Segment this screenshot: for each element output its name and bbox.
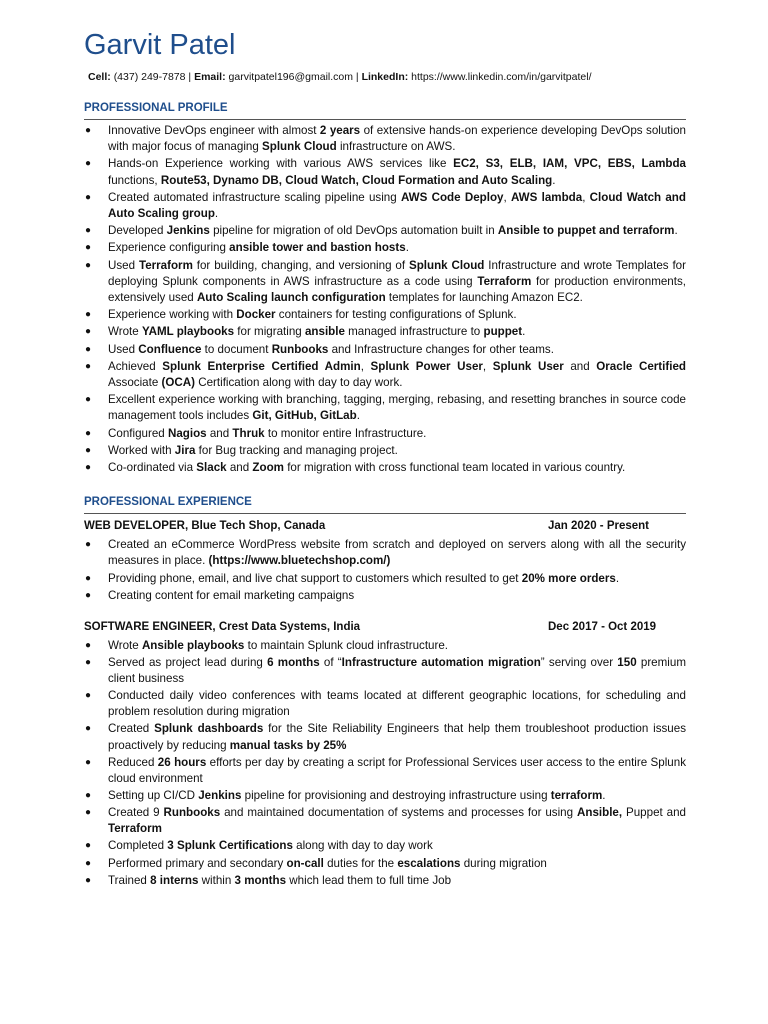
bullet-icon: ●: [85, 125, 92, 136]
email-value[interactable]: garvitpatel196@gmail.com: [228, 71, 353, 83]
job-header: [84, 513, 686, 534]
bullet-text: Used Confluence to document Runbooks and Infrastructure changes for other teams.: [108, 342, 554, 356]
job-role: WEB DEVELOPER, Blue Tech Shop, Canada: [84, 520, 326, 533]
bullet-item: [84, 240, 686, 256]
bullet-text: Performed primary and secondary on-call duties for the escalations during migration: [108, 856, 547, 870]
bullet-icon: ●: [85, 539, 92, 551]
bullet-item: [84, 571, 686, 587]
bullet-item: [84, 688, 686, 720]
experience-heading: PROFESSIONAL EXPERIENCE: [84, 496, 252, 509]
bullet-text: Wrote Ansible playbooks to maintain Splunk cloud infrastructure.: [108, 638, 449, 652]
job-dates: Dec 2017 - Oct 2019: [548, 620, 657, 633]
bullet-icon: ●: [85, 360, 92, 372]
candidate-name: Garvit Patel: [84, 29, 236, 61]
bullet-text: Innovative DevOps engineer with almost 2 years of extensive hands-on experience developing DevOps solution with major focus of managing Splunk Cloud infrastructure on AWS.: [108, 124, 686, 154]
bullet-text: Created automated infrastructure scaling pipeline using AWS Code Deploy, AWS lambda, Cloud Watch and Auto Scaling group.: [108, 190, 686, 221]
bullet-icon: ●: [85, 462, 92, 474]
bullet-icon: ●: [85, 807, 92, 819]
job-role: SOFTWARE ENGINEER, Crest Data Systems, India: [84, 620, 361, 633]
bullet-item: [84, 426, 686, 442]
bullet-text: Setting up CI/CD Jenkins pipeline for provisioning and destroying infrastructure using terraform.: [108, 789, 606, 803]
bullet-icon: ●: [85, 790, 92, 802]
separator: |: [188, 71, 192, 83]
experience-list: [84, 513, 686, 889]
bullet-item: [84, 223, 686, 239]
profile-list: [84, 123, 686, 476]
bullet-text: Achieved Splunk Enterprise Certified Admin, Splunk Power User, Splunk User and Oracle Certified Associate (OCA) Certification along with day to day work.: [108, 359, 686, 390]
bullet-icon: ●: [85, 656, 92, 668]
bullet-text: Trained 8 interns within 3 months which lead them to full time Job: [108, 873, 452, 887]
bullet-text: Developed Jenkins pipeline for migration of old DevOps automation built in Ansible to puppet and terraform.: [108, 224, 678, 238]
bullet-icon: ●: [85, 639, 92, 651]
bullet-text: Reduced 26 hours efforts per day by creating a script for Professional Services user access to the entire Splunk cloud environment: [108, 755, 687, 785]
bullet-text: Experience working with Docker containers for testing configurations of Splunk.: [108, 308, 517, 322]
bullet-item: [84, 460, 686, 476]
bullet-text: Created 9 Runbooks and maintained documentation of systems and processes for using Ansible, Puppet and Terraform: [108, 806, 686, 836]
bullet-icon: ●: [85, 326, 92, 338]
job-dates: Jan 2020 - Present: [548, 520, 650, 533]
job-bullets: [84, 537, 686, 604]
bullet-text: Configured Nagios and Thruk to monitor entire Infrastructure.: [108, 426, 427, 440]
separator: |: [355, 71, 359, 83]
bullet-item: [84, 537, 686, 569]
resume-page: [84, 26, 686, 890]
contact-line: [88, 70, 686, 84]
bullet-icon: ●: [85, 444, 92, 456]
bullet-text: Creating content for email marketing campaigns: [108, 588, 355, 602]
bullet-item: [84, 123, 686, 155]
bullet-icon: ●: [85, 572, 92, 584]
bullet-icon: ●: [85, 191, 92, 203]
bullet-icon: ●: [85, 589, 92, 601]
bullet-text: Hands-on Experience working with various AWS services like EC2, S3, ELB, IAM, VPC, EBS, Lambda functions, Route53, Dynamo DB, Cloud Watch, Cloud Formation and Auto Scaling.: [108, 157, 686, 187]
bullet-text: Conducted daily video conferences with teams located at different geographic locations, for scheduling and problem resolution during migration: [108, 689, 686, 719]
bullet-item: [84, 638, 686, 654]
bullet-icon: ●: [85, 259, 92, 271]
bullet-icon: ●: [85, 756, 92, 768]
bullet-item: [84, 307, 686, 323]
bullet-icon: ●: [85, 394, 92, 406]
bullet-item: [84, 324, 686, 340]
bullet-text: Experience configuring ansible tower and bastion hosts.: [108, 241, 409, 255]
bullet-item: [84, 342, 686, 358]
bullet-icon: ●: [85, 225, 92, 237]
bullet-item: [84, 788, 686, 804]
cell-value: (437) 249-7878: [113, 71, 186, 83]
bullet-item: [84, 588, 686, 604]
bullet-text: Co-ordinated via Slack and Zoom for migration with cross functional team located in various country.: [108, 461, 626, 475]
bullet-icon: ●: [85, 690, 92, 702]
job-bullets: [84, 638, 686, 889]
profile-heading: PROFESSIONAL PROFILE: [84, 101, 686, 120]
bullet-icon: ●: [85, 242, 92, 254]
bullet-icon: ●: [85, 840, 92, 852]
bullet-icon: ●: [85, 343, 92, 355]
bullet-icon: ●: [85, 857, 92, 869]
bullet-item: [84, 856, 686, 872]
bullet-icon: ●: [85, 874, 92, 886]
bullet-text: Used Terraform for building, changing, and versioning of Splunk Cloud Infrastructure and wrote Templates for deploying Splunk components in AWS infrastructure as a code using Terraform for production environments, extensively used Auto Scaling launch configuration templates for launching Amazon EC2.: [108, 258, 686, 305]
bullet-text: Completed 3 Splunk Certifications along with day to day work: [108, 839, 433, 853]
bullet-item: [84, 190, 686, 222]
bullet-text: Created Splunk dashboards for the Site Reliability Engineers that help them troubleshoot production issues proactively by reducing manual tasks by 25%: [108, 722, 686, 752]
bullet-item: [84, 873, 686, 889]
bullet-text: Wrote YAML playbooks for migrating ansible managed infrastructure to puppet.: [108, 325, 526, 339]
bullet-item: [84, 655, 686, 687]
bullet-item: [84, 755, 686, 787]
bullet-text: Excellent experience working with branching, tagging, merging, rebasing, and resetting branches in source code management tools includes Git, GitHub, GitLab.: [108, 393, 686, 423]
linkedin-label: LinkedIn:: [361, 71, 409, 83]
bullet-item: [84, 721, 686, 753]
bullet-item: [84, 359, 686, 391]
bullet-text: Providing phone, email, and live chat support to customers which resulted to get 20% more orders.: [108, 571, 620, 585]
bullet-item: [84, 443, 686, 459]
bullet-item: [84, 156, 686, 188]
email-label: Email:: [194, 71, 226, 83]
bullet-item: [84, 392, 686, 424]
cell-label: Cell:: [88, 71, 111, 83]
bullet-text: Created an eCommerce WordPress website from scratch and deployed on servers along with all the security measures in place. (https://www.bluetechshop.com/): [108, 538, 686, 568]
bullet-icon: ●: [85, 427, 92, 439]
bullet-icon: ●: [85, 309, 92, 321]
bullet-icon: ●: [85, 723, 92, 735]
bullet-item: [84, 838, 686, 854]
bullet-icon: ●: [85, 158, 92, 170]
linkedin-value[interactable]: https://www.linkedin.com/in/garvitpatel/: [411, 71, 592, 83]
job-header: [84, 619, 686, 635]
bullet-item: [84, 805, 686, 837]
bullet-text: Served as project lead during 6 months of “Infrastructure automation migration” serving over 150 premium client business: [108, 655, 686, 686]
bullet-text: Worked with Jira for Bug tracking and managing project.: [108, 443, 398, 457]
bullet-item: [84, 258, 686, 307]
